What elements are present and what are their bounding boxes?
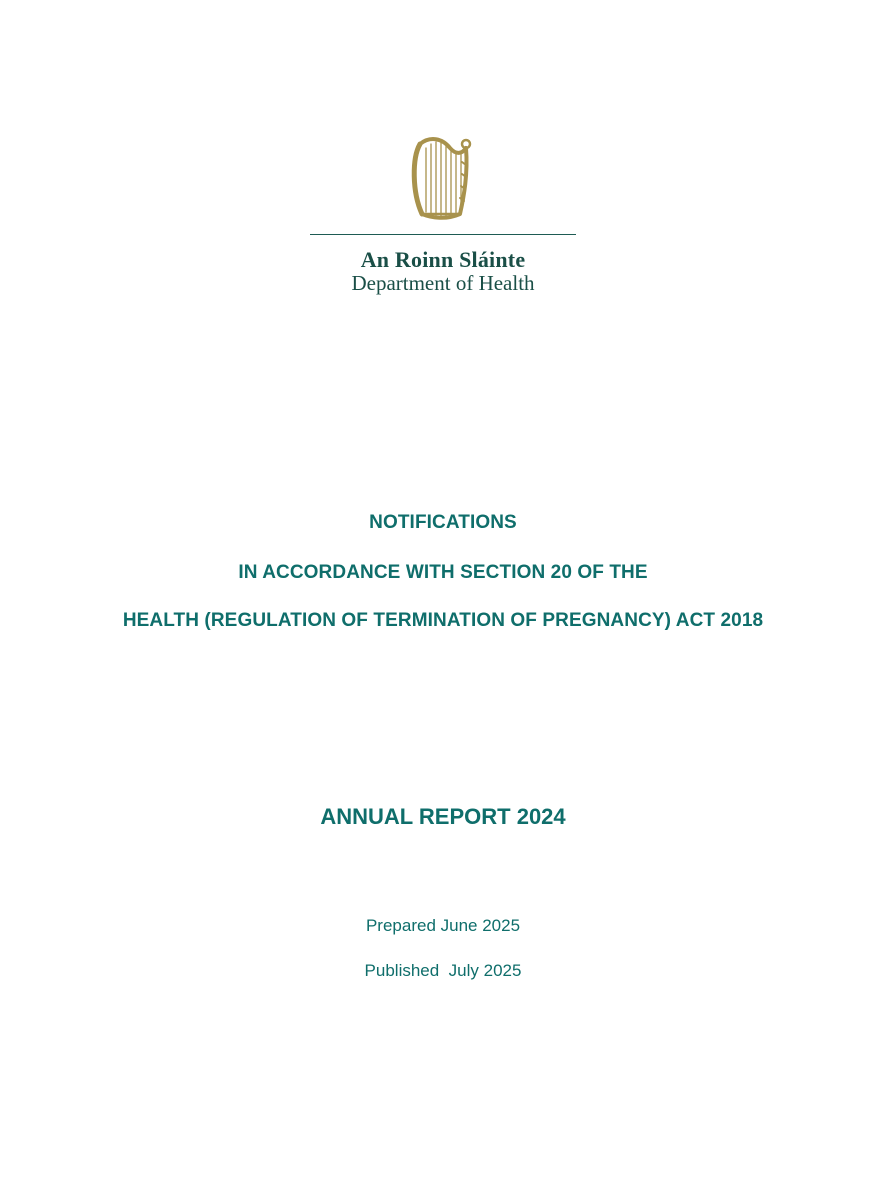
logo-divider xyxy=(310,234,576,235)
report-name: ANNUAL REPORT 2024 xyxy=(320,804,566,829)
title-line-1: NOTIFICATIONS xyxy=(369,512,517,533)
department-name-english: Department of Health xyxy=(351,271,535,295)
harp-emblem-icon xyxy=(406,134,476,222)
published-date: Published July 2025 xyxy=(364,961,522,980)
title-line-2: IN ACCORDANCE WITH SECTION 20 OF THE xyxy=(238,562,648,583)
title-line-3: HEALTH (REGULATION OF TERMINATION OF PREGNANCY) ACT 2018 xyxy=(122,610,764,631)
department-name-irish: An Roinn Sláinte xyxy=(360,247,526,272)
prepared-date: Prepared June 2025 xyxy=(365,916,521,935)
